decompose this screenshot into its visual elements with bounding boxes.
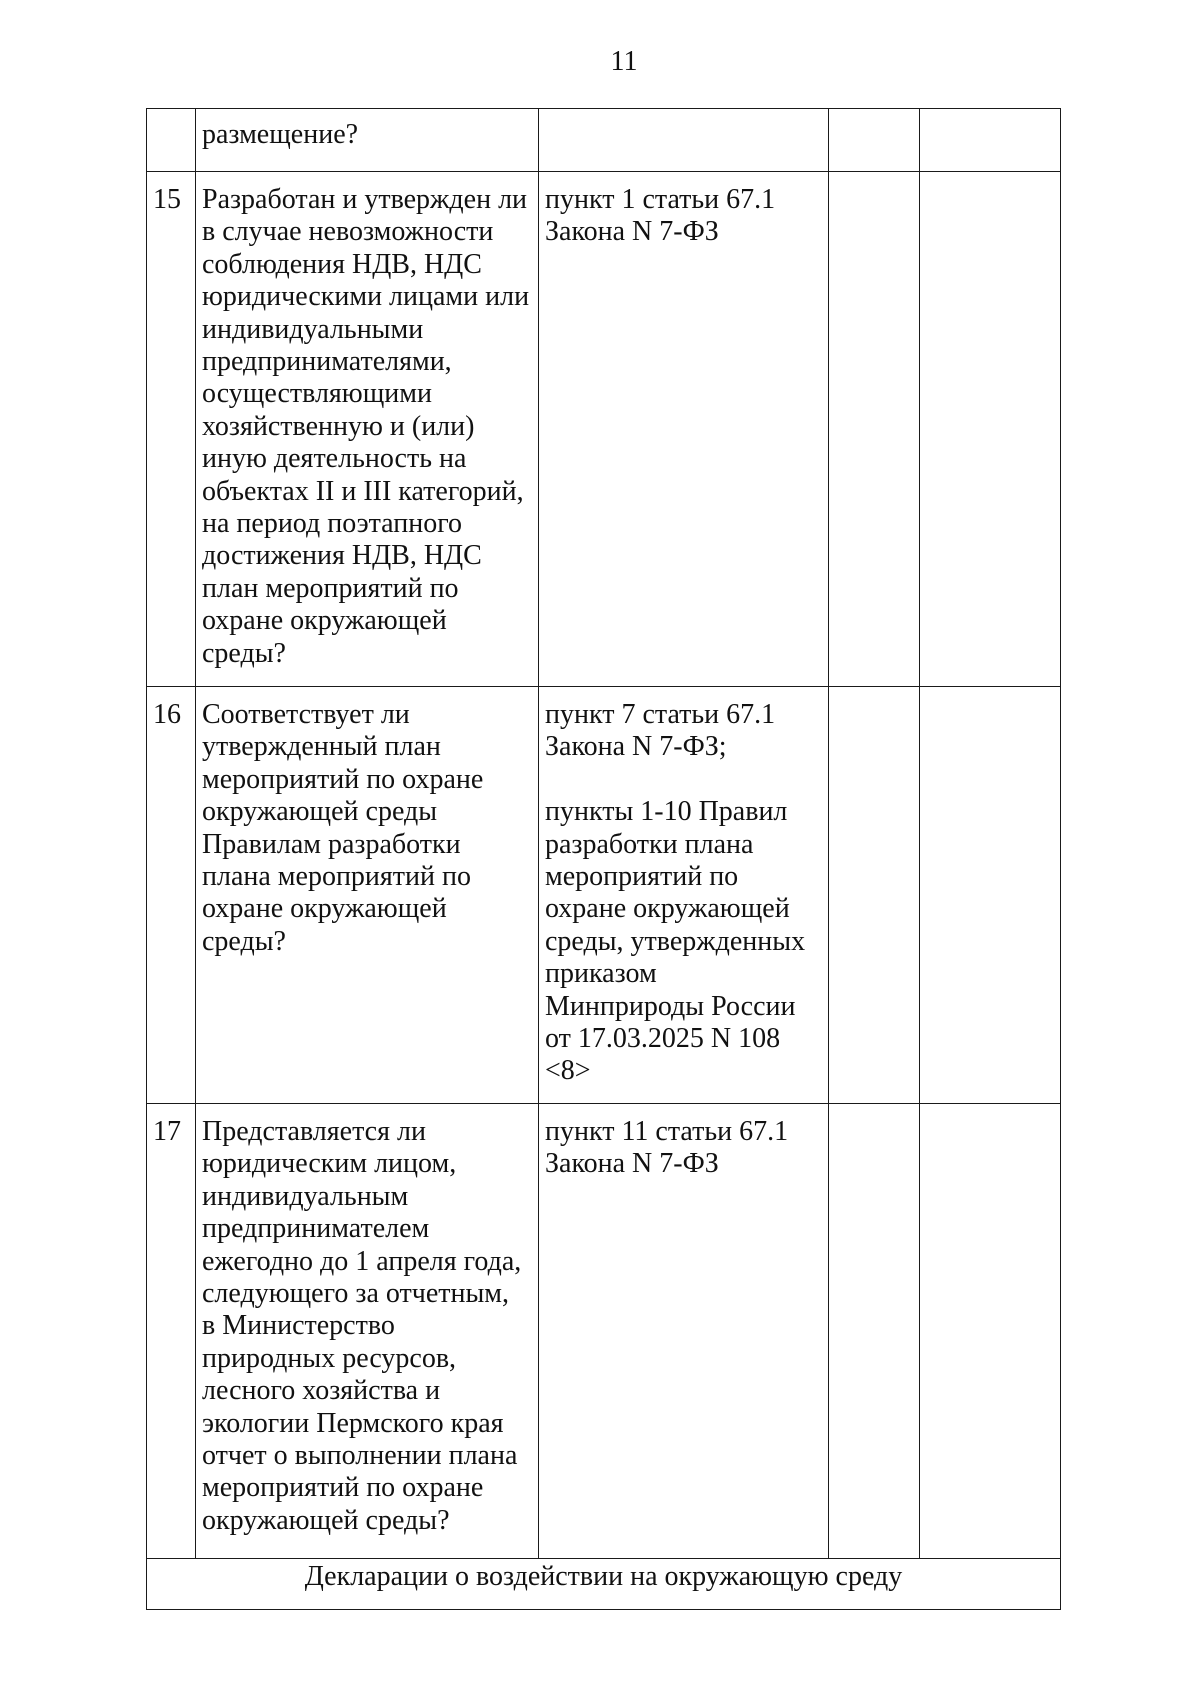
table-row xyxy=(147,687,1061,1104)
question-cell: Представляется ли юридическим лицом, индивидуальным предпринимателем ежегодно до 1 апреля года, следующего за отчетным, в Министерство природных ресурсов, лесного хозяйства и экологии Пермского края отчет о выполнении плана мероприятий по охране окружающей среды? xyxy=(196,1104,539,1559)
row-number: 15 xyxy=(147,172,196,687)
note-cell xyxy=(920,1104,1061,1559)
table-row xyxy=(147,1104,1061,1559)
page-number: 11 xyxy=(610,46,638,77)
note-cell xyxy=(920,172,1061,687)
row-number: 17 xyxy=(147,1104,196,1559)
reference-cell: пункт 1 статьи 67.1 Закона N 7-ФЗ xyxy=(539,172,829,687)
note-cell xyxy=(920,109,1061,172)
reference-cell: пункт 11 статьи 67.1 Закона N 7-ФЗ xyxy=(539,1104,829,1559)
section-row xyxy=(147,1559,1061,1610)
question-cell: размещение? xyxy=(196,109,539,172)
row-number: 16 xyxy=(147,687,196,1104)
answer-cell xyxy=(829,1104,920,1559)
answer-cell xyxy=(829,687,920,1104)
answer-cell xyxy=(829,109,920,172)
question-cell: Разработан и утвержден ли в случае невозможности соблюдения НДВ, НДС юридическими лицами или индивидуальными предпринимателями, осуществляющими хозяйственную и (или) иную деятельность на объектах II и III категорий, на период поэтапного достижения НДВ, НДС план мероприятий по охране окружающей среды? xyxy=(196,172,539,687)
reference-cell: пункт 7 статьи 67.1 Закона N 7-ФЗ; пункты 1-10 Правил разработки плана мероприятий по охране окружающей среды, утвержденных приказом Минприроды России от 17.03.2025 N 108 <8> xyxy=(539,687,829,1104)
question-cell: Соответствует ли утвержденный план мероприятий по охране окружающей среды Правилам разработки плана мероприятий по охране окружающей среды? xyxy=(196,687,539,1104)
reference-cell xyxy=(539,109,829,172)
answer-cell xyxy=(829,172,920,687)
table-row xyxy=(147,172,1061,687)
note-cell xyxy=(920,687,1061,1104)
section-heading: Декларации о воздействии на окружающую среду xyxy=(147,1559,1061,1610)
row-number xyxy=(147,109,196,172)
table-row xyxy=(147,109,1061,172)
checklist-table xyxy=(146,108,1061,1610)
